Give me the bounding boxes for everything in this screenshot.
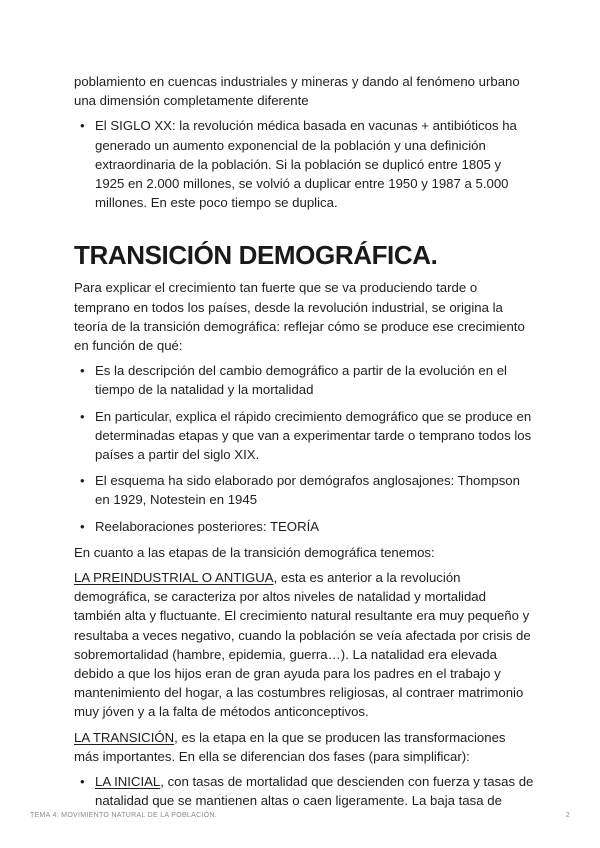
transicion-label: LA TRANSICIÓN [74, 729, 175, 745]
paragraph-etapas: En cuanto a las etapas de la transición demográfica tenemos: [74, 544, 435, 560]
list-item [74, 772, 534, 810]
list-item-text: Es la descripción del cambio demográfico a partir de la evolución en el tiempo de la natalidad y la mortalidad [95, 363, 507, 398]
list-item [74, 407, 534, 465]
preindustrial-text: , esta es anterior a la revolución demográfica, se caracteriza por altos niveles de natalidad y mortalidad también alta y fluctuante. El crecimiento natural resultante era muy pequeño y resultaba a veces negativo, cuando la población se veía afectada por crisis de sobremortalidad (hambre, epidemia, guerra…). La natalidad era elevada debido a que los hijos eran de gran ayuda para los padres en el trabajo y mantenimiento del hogar, a las costumbres religiosas, al contraer matrimonio muy jóven y a la falta de métodos anticonceptivos. [74, 570, 531, 720]
transicion-text: , es la etapa en la que se producen las transformaciones más importantes. En ella se diferencian dos fases (para simplificar): [74, 729, 506, 764]
fase-inicial-text: , con tasas de mortalidad que descienden con fuerza y tasas de natalidad que se mantienen altas o caen ligeramente. La baja tasa de [95, 774, 534, 809]
intro-continuation: poblamiento en cuencas industriales y mineras y dando al fenómeno urbano una dimensión completamente diferente [74, 74, 520, 109]
list-item [74, 116, 534, 212]
bullet-icon: • [80, 473, 85, 489]
footer-title: TEMA 4: MOVIMIENTO NATURAL DE LA POBLACIÓN. [30, 812, 218, 819]
bullet-list-siglo-xx [74, 116, 534, 212]
list-item-text: En particular, explica el rápido crecimiento demográfico que se produce en determinadas etapas y que van a experimentar tarde o temprano todos los países a partir del siglo XIX. [95, 408, 532, 463]
paragraph-transicion [74, 728, 534, 766]
bullet-list-transicion [74, 361, 534, 536]
list-item-text: El esquema ha sido elaborado por demógrafos anglosajones: Thompson en 1929, Notestein en 1945 [95, 473, 520, 508]
list-item [74, 471, 534, 509]
bullet-icon: • [80, 363, 85, 379]
document-body [74, 72, 534, 818]
paragraph-preindustrial [74, 568, 534, 722]
fase-inicial-label: LA INICIAL [95, 774, 161, 790]
list-item [74, 361, 534, 399]
bullet-icon: • [80, 518, 85, 534]
bullet-icon: • [80, 118, 85, 134]
list-item [74, 517, 534, 536]
bullet-icon: • [80, 408, 85, 424]
list-item-text: El SIGLO XX: la revolución médica basada en vacunas + antibióticos ha generado un aumento exponencial de la población y una definición extraordinaria de la población. Si la población se duplicó entre 1805 y 1925 en 2.000 millones, se volvió a duplicar entre 1950 y 1987 a 5.000 millones. En este poco tiempo se duplica. [95, 118, 517, 211]
page-number: 2 [565, 812, 570, 819]
preindustrial-label: LA PREINDUSTRIAL O ANTIGUA [74, 570, 274, 586]
section-heading: TRANSICIÓN DEMOGRÁFICA. [74, 240, 438, 271]
bullet-list-fases [74, 772, 534, 810]
page-footer [30, 812, 570, 819]
bullet-icon: • [80, 774, 85, 790]
paragraph-intro: Para explicar el crecimiento tan fuerte que se va produciendo tarde o temprano en todos los países, desde la revolución industrial, se origina la teoría de la transición demográfica: reflejar cómo se produce ese crecimiento en función de qué: [74, 280, 525, 354]
list-item-text: Reelaboraciones posteriores: TEORÍA [95, 518, 320, 534]
